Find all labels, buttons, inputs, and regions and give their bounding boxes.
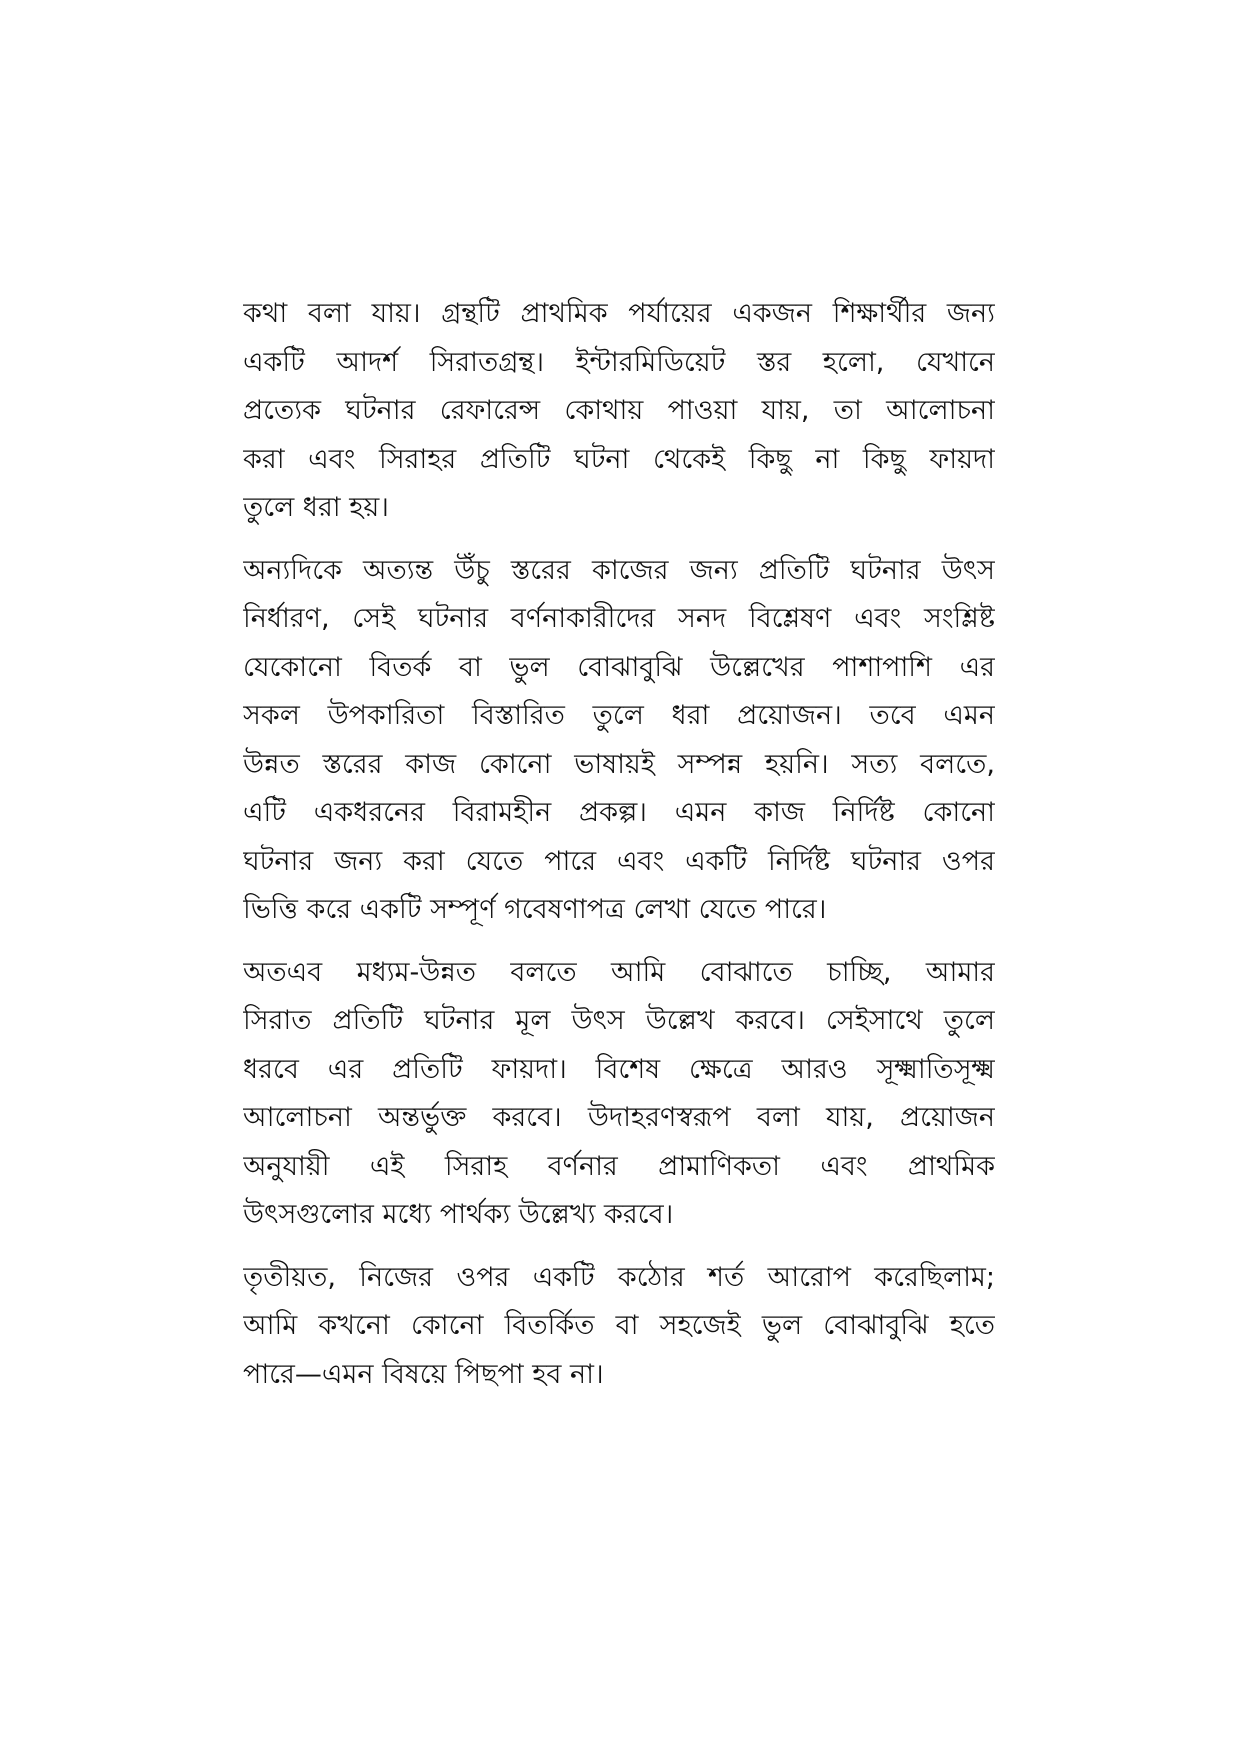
text-line: উন্নত স্তরের কাজ কোনো ভাষায়ই সম্পন্ন হয়নি। সত্য বলতে,	[243, 748, 995, 780]
paragraph	[243, 1254, 995, 1400]
text-line: অন্যদিকে অত্যন্ত উঁচু স্তরের কাজের জন্য প্রতিটি ঘটনার উৎস	[243, 554, 995, 586]
text-line: উৎসগুলোর মধ্যে পার্থক্য উল্লেখ্য করবে।	[243, 1199, 674, 1230]
text-line: একটি আদর্শ সিরাতগ্রন্থ। ইন্টারমিডিয়েট স্তর হলো, যেখানে	[243, 346, 995, 378]
text-line: করা এবং সিরাহর প্রতিটি ঘটনা থেকেই কিছু না কিছু ফায়দা	[243, 443, 995, 475]
text-line: পারে—এমন বিষয়ে পিছপা হব না।	[243, 1358, 604, 1390]
text-line: সকল উপকারিতা বিস্তারিত তুলে ধরা প্রয়োজন। তবে এমন	[243, 700, 995, 731]
text-line: অনুযায়ী এই সিরাহ বর্ণনার প্রামাণিকতা এবং প্রাথমিক	[243, 1150, 995, 1182]
text-line: ঘটনার জন্য করা যেতে পারে এবং একটি নির্দিষ্ট ঘটনার ওপর	[243, 845, 995, 877]
paragraph	[243, 547, 995, 935]
text-line: নির্ধারণ, সেই ঘটনার বর্ণনাকারীদের সনদ বিশ্লেষণ এবং সংশ্লিষ্ট	[243, 603, 995, 634]
text-line: কথা বলা যায়। গ্রন্থটি প্রাথমিক পর্যায়ের একজন শিক্ষার্থীর জন্য	[243, 298, 995, 329]
text-line: এটি একধরনের বিরামহীন প্রকল্প। এমন কাজ নির্দিষ্ট কোনো	[243, 797, 995, 828]
text-line: ভিত্তি করে একটি সম্পূর্ণ গবেষণাপত্র লেখা যেতে পারে।	[243, 894, 827, 925]
paragraph	[243, 949, 995, 1240]
text-line: আলোচনা অন্তর্ভুক্ত করবে। উদাহরণস্বরূপ বলা যায়, প্রয়োজন	[243, 1102, 995, 1133]
paragraph	[243, 290, 995, 533]
text-line: অতএব মধ্যম-উন্নত বলতে আমি বোঝাতে চাচ্ছি, আমার	[243, 956, 995, 988]
text-line: তৃতীয়ত, নিজের ওপর একটি কঠোর শর্ত আরোপ করেছিলাম;	[243, 1261, 995, 1293]
text-line: প্রত্যেক ঘটনার রেফারেন্স কোথায় পাওয়া যায়, তা আলোচনা	[243, 395, 995, 426]
text-line: তুলে ধরা হয়।	[243, 492, 389, 523]
text-line: সিরাত প্রতিটি ঘটনার মূল উৎস উল্লেখ করবে। সেইসাথে তুলে	[243, 1005, 995, 1036]
text-line: আমি কখনো কোনো বিতর্কিত বা সহজেই ভুল বোঝাবুঝি হতে	[243, 1310, 995, 1341]
text-line: যেকোনো বিতর্ক বা ভুল বোঝাবুঝি উল্লেখের পাশাপাশি এর	[243, 651, 995, 683]
text-line: ধরবে এর প্রতিটি ফায়দা। বিশেষ ক্ষেত্রে আরও সূক্ষ্মাতিসূক্ষ্ম	[243, 1053, 995, 1085]
body-text	[243, 290, 995, 1413]
